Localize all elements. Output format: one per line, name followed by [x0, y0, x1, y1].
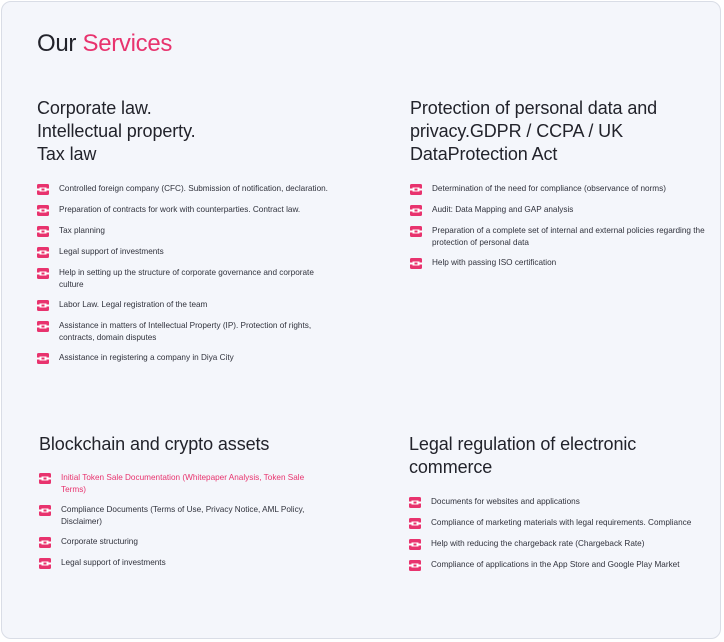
- section-ecommerce: [409, 433, 709, 580]
- list-item: [37, 225, 337, 237]
- bullet-icon: [37, 205, 49, 216]
- list-item: [409, 559, 709, 571]
- item-text: Legal support of investments: [61, 558, 166, 567]
- bullet-icon: [37, 184, 49, 195]
- bullet-icon: [409, 497, 421, 508]
- bullet-icon: [410, 226, 422, 237]
- item-text: Determination of the need for compliance (observance of norms): [432, 184, 666, 193]
- list-item: [410, 257, 705, 269]
- bullet-icon: [410, 205, 422, 216]
- item-text: Assistance in registering a company in Diya City: [59, 353, 234, 362]
- list-item: [39, 557, 319, 569]
- item-text: Legal support of investments: [59, 247, 164, 256]
- heading-line: commerce: [409, 457, 493, 477]
- bullet-icon: [37, 321, 49, 332]
- section-heading: [37, 97, 337, 166]
- item-text: Controlled foreign company (CFC). Submission of notification, declaration.: [59, 184, 328, 193]
- page-title: [37, 30, 172, 58]
- item-text: Compliance of applications in the App Store and Google Play Market: [431, 560, 680, 569]
- item-text: Help in setting up the structure of corporate governance and corporate culture: [59, 268, 314, 289]
- item-text[interactable]: Initial Token Sale Documentation (Whitepaper Analysis, Token Sale Terms): [61, 473, 305, 494]
- list-item: [37, 320, 337, 343]
- title-accent: Services: [82, 30, 173, 57]
- bullet-icon: [37, 247, 49, 258]
- item-text: Audit: Data Mapping and GAP analysis: [432, 205, 574, 214]
- bullet-icon: [37, 300, 49, 311]
- service-list: [410, 183, 705, 269]
- bullet-icon: [39, 473, 51, 484]
- section-corporate-law: [37, 97, 337, 373]
- section-blockchain: [39, 433, 319, 578]
- heading-line: Corporate law.: [37, 98, 152, 118]
- list-item: [37, 352, 337, 364]
- list-item: [409, 496, 709, 508]
- bullet-icon: [37, 353, 49, 364]
- heading-line: Intellectual property.: [37, 121, 196, 141]
- item-text: Assistance in matters of Intellectual Property (IP). Protection of rights, contracts, domain disputes: [59, 321, 312, 342]
- list-item: [410, 204, 705, 216]
- service-list: [37, 183, 337, 364]
- bullet-icon: [409, 539, 421, 550]
- bullet-icon: [39, 537, 51, 548]
- item-text: Tax planning: [59, 226, 105, 235]
- section-personal-data: [410, 97, 705, 278]
- bullet-icon: [39, 558, 51, 569]
- list-item: [37, 299, 337, 311]
- section-heading: [39, 433, 319, 456]
- list-item: [39, 536, 319, 548]
- item-text: Help with reducing the chargeback rate (Chargeback Rate): [431, 539, 645, 548]
- bullet-icon: [409, 518, 421, 529]
- list-item: [37, 204, 337, 216]
- heading-line: Protection of personal data and: [410, 98, 658, 118]
- list-item: [37, 267, 337, 290]
- item-text: Labor Law. Legal registration of the team: [59, 300, 208, 309]
- heading-line: privacy.GDPR / CCPA / UK: [410, 121, 623, 141]
- heading-line: Blockchain and crypto assets: [39, 434, 270, 454]
- bullet-icon: [37, 268, 49, 279]
- bullet-icon: [410, 184, 422, 195]
- item-text: Compliance of marketing materials with legal requirements. Compliance: [431, 518, 692, 527]
- heading-line: DataProtection Act: [410, 144, 558, 164]
- title-prefix: Our: [37, 30, 77, 57]
- list-item: [409, 517, 709, 529]
- bullet-icon: [409, 560, 421, 571]
- list-item: [37, 246, 337, 258]
- list-item: [409, 538, 709, 550]
- list-item: [39, 504, 319, 527]
- heading-line: Legal regulation of electronic: [409, 434, 637, 454]
- bullet-icon: [410, 258, 422, 269]
- list-item: [410, 225, 705, 248]
- services-card: [1, 1, 721, 639]
- list-item-highlighted[interactable]: [39, 472, 319, 495]
- item-text: Preparation of contracts for work with counterparties. Contract law.: [59, 205, 301, 214]
- bullet-icon: [39, 505, 51, 516]
- bullet-icon: [37, 226, 49, 237]
- item-text: Compliance Documents (Terms of Use, Privacy Notice, AML Policy, Disclaimer): [61, 505, 305, 526]
- section-heading: [409, 433, 709, 479]
- item-text: Help with passing ISO certification: [432, 258, 557, 267]
- list-item: [410, 183, 705, 195]
- service-list: [409, 496, 709, 571]
- item-text: Corporate structuring: [61, 537, 138, 546]
- service-list: [39, 472, 319, 569]
- item-text: Documents for websites and applications: [431, 497, 580, 506]
- heading-line: Tax law: [37, 144, 97, 164]
- section-heading: [410, 97, 705, 166]
- item-text: Preparation of a complete set of internal and external policies regarding the protection of personal data: [432, 226, 705, 247]
- list-item: [37, 183, 337, 195]
